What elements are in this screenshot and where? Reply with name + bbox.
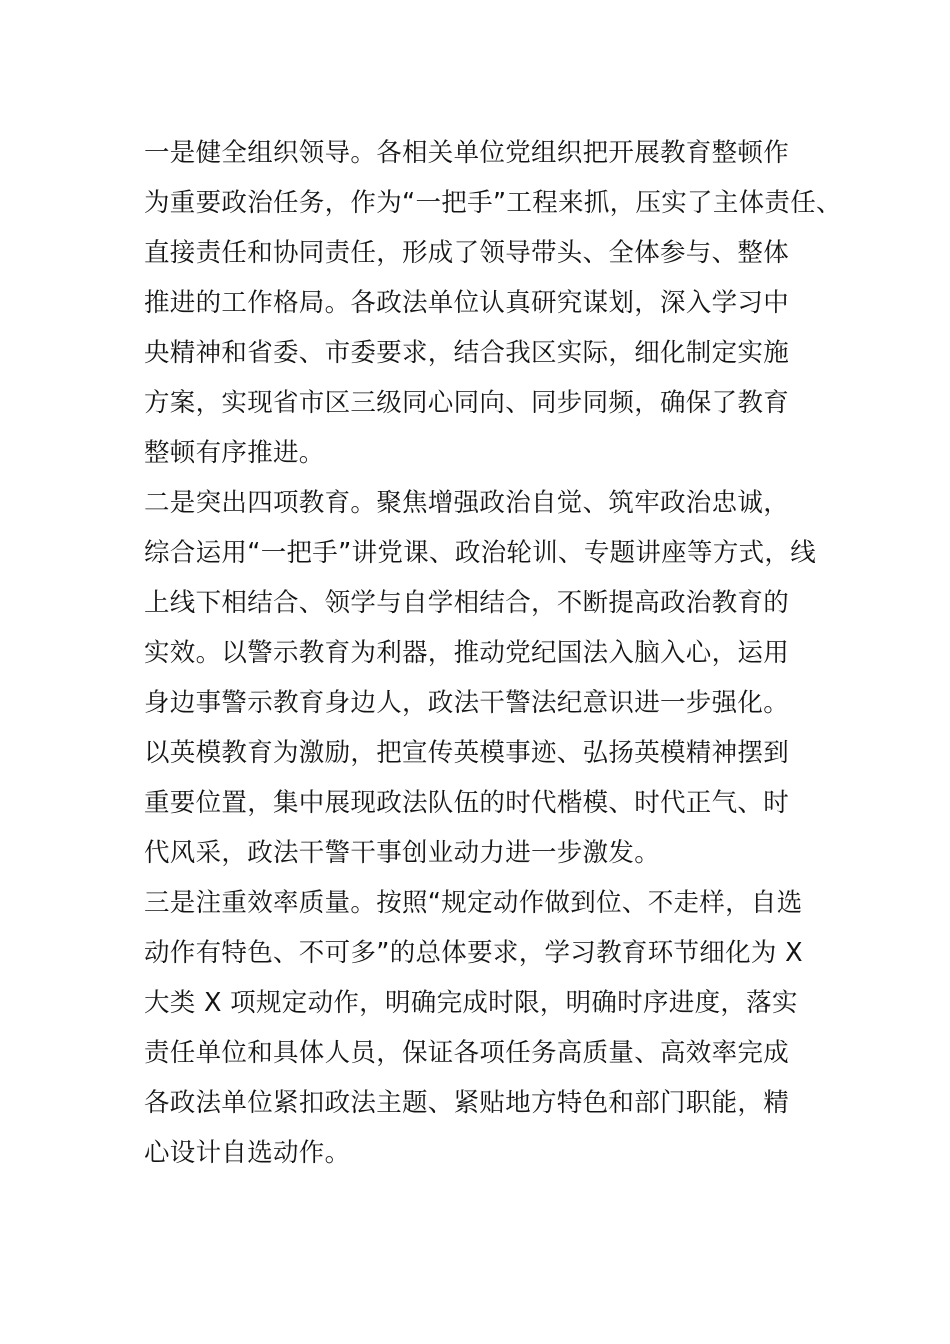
- text-line: 直接责任和协同责任，形成了领导带头、全体参与、整体: [144, 238, 790, 268]
- text-line: 动作有特色、不可多”的总体要求，学习教育环节细化为 X: [144, 938, 803, 968]
- text-line: 央精神和省委、市委要求，结合我区实际，细化制定实施: [144, 338, 790, 368]
- text-line: 以英模教育为激励，把宣传英模事迹、弘扬英模精神摆到: [144, 738, 790, 768]
- text-line: 为重要政治任务，作为“一把手”工程来抓，压实了主体责任、: [144, 188, 842, 218]
- text-line: 上线下相结合、领学与自学相结合，不断提高政治教育的: [144, 588, 790, 618]
- text-line: 方案，实现省市区三级同心同向、同步同频，确保了教育: [144, 388, 790, 418]
- text-line: 大类 X 项规定动作，明确完成时限，明确时序进度，落实: [144, 988, 798, 1018]
- text-line: 责任单位和具体人员，保证各项任务高质量、高效率完成: [144, 1038, 790, 1068]
- text-line: 各政法单位紧扣政法主题、紧贴地方特色和部门职能，精: [144, 1088, 790, 1118]
- text-line: 推进的工作格局。各政法单位认真研究谋划，深入学习中: [144, 288, 790, 318]
- text-line: 代风采，政法干警干事创业动力进一步激发。: [144, 838, 661, 868]
- text-line: 二是突出四项教育。聚焦增强政治自觉、筑牢政治忠诚，: [144, 488, 790, 518]
- paragraph-four-educations: [144, 478, 817, 878]
- text-line: 一是健全组织领导。各相关单位党组织把开展教育整顿作: [144, 138, 790, 168]
- text-line: 重要位置，集中展现政法队伍的时代楷模、时代正气、时: [144, 788, 790, 818]
- text-line: 实效。以警示教育为利器，推动党纪国法入脑入心，运用: [144, 638, 790, 668]
- text-line: 三是注重效率质量。按照“规定动作做到位、不走样，自选: [144, 888, 803, 918]
- text-line: 综合运用“一把手”讲党课、政治轮训、专题讲座等方式，线: [144, 538, 817, 568]
- paragraph-efficiency-quality: [144, 878, 810, 1178]
- text-line: 身边事警示教育身边人，政法干警法纪意识进一步强化。: [144, 688, 790, 718]
- paragraph-organization-leadership: [144, 128, 842, 478]
- text-line: 心设计自选动作。: [144, 1138, 351, 1168]
- document-body: [144, 128, 842, 1178]
- text-line: 整顿有序推进。: [144, 438, 325, 468]
